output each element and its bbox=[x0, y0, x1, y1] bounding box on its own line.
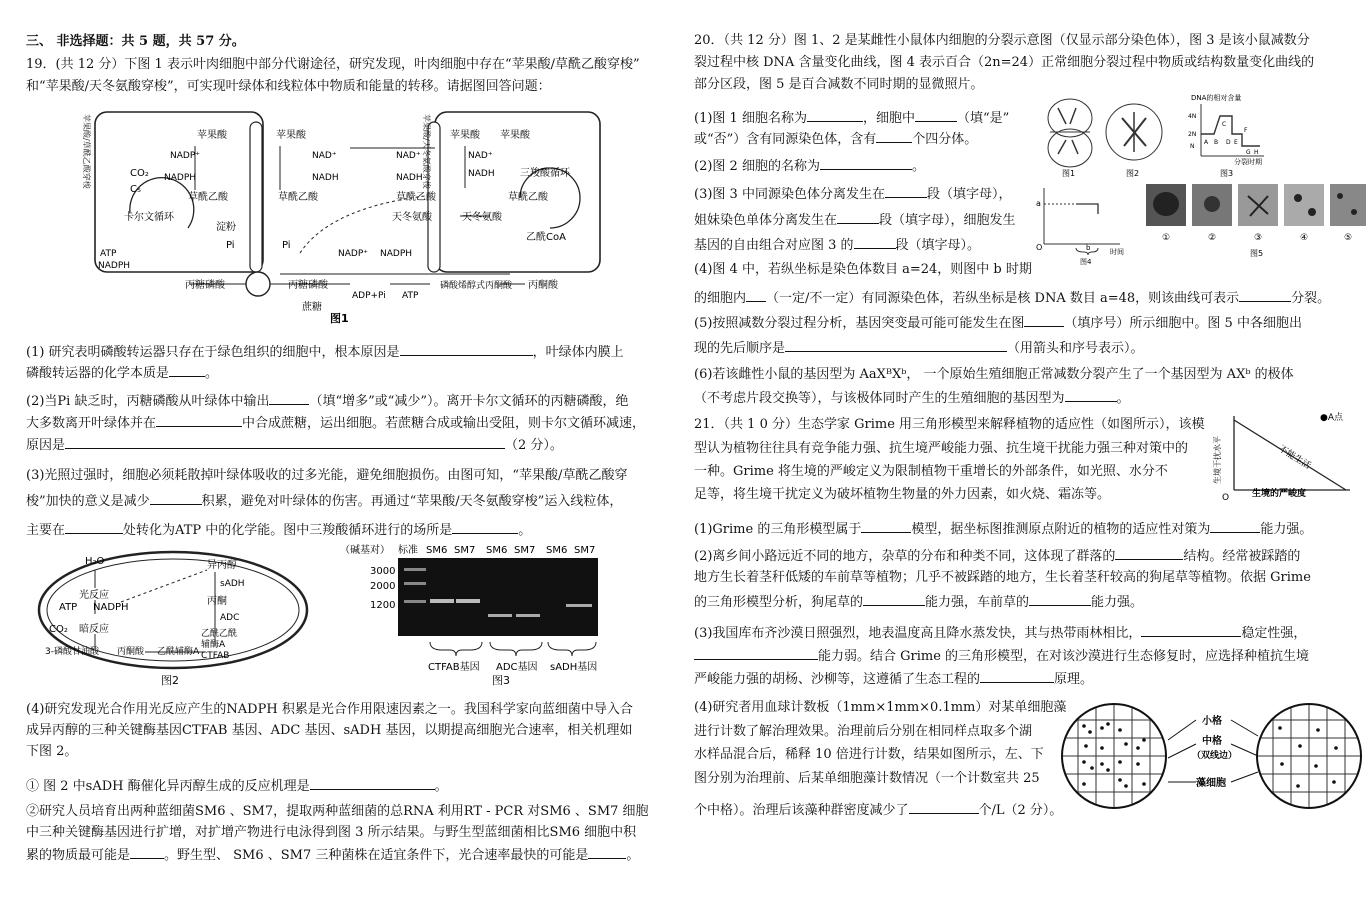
q20-fig5-num-5: ⑤ bbox=[1344, 233, 1353, 243]
q20-fig3-caption: 图3 bbox=[1220, 169, 1234, 178]
fig1-label-nadp-1: NADP⁺ bbox=[170, 151, 200, 161]
fig2-label-light: 光反应 bbox=[79, 590, 109, 601]
q21-s3-line1: (3)我国库布齐沙漠日照强烈，地表温度高且降水蒸发快，其与热带雨林相比， 稳定性强， bbox=[694, 626, 1307, 641]
fig1-label-nad-4: NADP⁺ bbox=[338, 249, 368, 259]
fig2-label-co2: CO₂ bbox=[49, 624, 68, 635]
fig1-label-sucrose: 蔗糖 bbox=[302, 302, 322, 313]
q21-origin: O bbox=[1222, 493, 1230, 503]
fig2-label-nadph: NADPH bbox=[93, 602, 129, 613]
figure2-diagram bbox=[35, 548, 315, 688]
q20-fig3-tick-2n: 2N bbox=[1188, 131, 1197, 138]
fig1-label-nadph-2: NADPH bbox=[98, 261, 131, 271]
q21-s3-line2: 能力弱。结合 Grime 的三角形模型，在对该沙漠进行生态修复时，应选择种植抗生境 bbox=[694, 647, 1309, 665]
q21-s2-line2: 地方生长着茎秆低矮的车前草等植物；几乎不被踩踏的地方，生长着茎秆较高的狗尾草等植物。依据 Grime bbox=[694, 570, 1311, 585]
fig2-label-acetone: 丙酮 bbox=[207, 596, 227, 607]
fig2-label-dark: 暗反应 bbox=[79, 624, 109, 635]
fig1-label-oaa-4: 草酰乙酸 bbox=[508, 192, 548, 203]
fig1-label-triose-2: 丙糖磷酸 bbox=[288, 280, 328, 291]
q20-fig3-tick-n: N bbox=[1190, 143, 1195, 150]
q20-fig2-caption: 图2 bbox=[1126, 169, 1140, 178]
q20-line1: 20．（共 12 分）图 1、2 是某雌性小鼠体内细胞的分裂示意图（仅显示部分染色体），图 3 是该小鼠减数分 bbox=[694, 33, 1310, 48]
q20-fig3-chart bbox=[1188, 93, 1264, 178]
q20-fig3-title: DNA的相对含量 bbox=[1191, 94, 1242, 102]
fig2-label-sadh: sADH bbox=[220, 579, 245, 589]
q20-s3-line1: (3)图 3 中同源染色体分离发生在 段（填字母）， bbox=[694, 187, 1012, 202]
q19-p4-line1: (4)研究发现光合作用光反应产生的NADPH 积累是光合作用限速因素之一。我国科学家向蓝细菌中导入合 bbox=[26, 702, 633, 717]
q19-p3-line2: 梭”加快的意义是减少 积累，避免对叶绿体的伤害。再通过“苹果酸/天冬氨酸穿梭”运入线粒体， bbox=[26, 494, 623, 509]
q20-fig3-xlabel: 分裂时期 bbox=[1234, 158, 1262, 166]
fig1-label-pyruvate: 丙酮酸 bbox=[528, 280, 558, 291]
fig1-label-nad-1: NAD⁺ bbox=[312, 151, 337, 161]
fig3-group-sadh: sADH基因 bbox=[550, 662, 598, 673]
q20-fig5-photos bbox=[1146, 184, 1366, 258]
q20-fig3-tick-4n: 4N bbox=[1188, 113, 1197, 120]
q20-fig3-letter-h: H bbox=[1254, 149, 1259, 156]
q20-fig3-letter-b: B bbox=[1214, 139, 1219, 146]
q20-fig5-num-3: ③ bbox=[1254, 233, 1263, 243]
fig1-caption: 图1 bbox=[330, 312, 349, 325]
q20-fig1-caption: 图1 bbox=[1062, 169, 1076, 178]
q20-s1-line2: 或“否”）含有同源染色体，含有 个四分体。 bbox=[694, 132, 978, 147]
q20-fig5-num-1: ① bbox=[1162, 233, 1171, 243]
q20-fig3-letter-a: A bbox=[1204, 139, 1209, 146]
q19-p4-line2: 成异丙醇的三种关键酶基因CTFAB 基因、ADC 基因、sADH 基因，以期提高细胞光合速率，相关机理如 bbox=[26, 723, 633, 738]
fig3-group-ctfab: CTFAB基因 bbox=[428, 662, 480, 673]
fig1-label-adp: ADP+Pi bbox=[352, 291, 386, 301]
q20-fig1-cell bbox=[1048, 99, 1092, 178]
figure1-diagram bbox=[90, 108, 620, 326]
fig1-label-pi-1: Pi bbox=[226, 240, 235, 251]
fig3-caption: 图3 bbox=[492, 674, 510, 687]
label-mid-square: 中格 bbox=[1202, 736, 1222, 747]
fig3-std-header: 标准 bbox=[398, 545, 418, 556]
q20-s2: (2)图 2 细胞的名称为 。 bbox=[694, 159, 925, 174]
fig1-label-asp-1: 天冬氨酸 bbox=[392, 212, 432, 223]
fig1-label-c5: C₅ bbox=[130, 184, 141, 195]
q20-fig3-letter-f: F bbox=[1244, 127, 1248, 134]
q20-fig5-caption: 图5 bbox=[1250, 249, 1264, 258]
q19-p2-line1: (2)当Pi 缺乏时，丙糖磷酸从叶绿体中输出 （填“增多”或“减少”）。离开卡尔文循环的丙糖磷酸，绝 bbox=[26, 394, 629, 409]
q20-fig3-letter-g: G bbox=[1246, 149, 1251, 156]
q20-fig4-b: b bbox=[1086, 244, 1091, 252]
q21-s4-line1: (4)研究者用血球计数板（1mm×1mm×0.1mm）对某单细胞藻 bbox=[694, 700, 1067, 715]
fig2-label-acac: 乙酰乙酰 bbox=[201, 629, 238, 639]
fig1-shuttle2: 苹果酸/天冬氨酸穿梭 bbox=[422, 114, 431, 189]
q20-line3: 部分区段，图 5 是百合减数不同时期的显微照片。 bbox=[694, 77, 984, 92]
q20-figures bbox=[1036, 92, 1366, 264]
q20-line2: 裂过程中核 DNA 含量变化曲线，图 4 表示百合（2n=24）正常细胞分裂过程中物质或结构数量变化曲线的 bbox=[694, 55, 1315, 70]
fig3-lane-6: SM7 bbox=[574, 545, 596, 556]
fig1-label-oaa-3: 草酰乙酸 bbox=[396, 192, 436, 203]
q21-hyp-label: 不能生活 bbox=[1276, 444, 1313, 472]
q20-s5-line2: 现的先后顺序是 （用箭头和序号表示）。 bbox=[694, 341, 1144, 356]
q21-line2: 型认为植物往往具有竞争能力强、抗生境严峻能力强、抗生境干扰能力强三种对策中的 bbox=[694, 441, 1189, 456]
fig1-label-atp-2: ATP bbox=[402, 291, 419, 301]
q21-s4-line5: 个中格）。治理后该藻种群密度减少了 个/L（2 分）。 bbox=[694, 803, 1063, 818]
fig2-label-h2o: H₂O bbox=[85, 556, 105, 567]
fig3-lane-4: SM7 bbox=[514, 545, 536, 556]
fig1-label-calvin: 卡尔文循环 bbox=[124, 212, 174, 223]
fig3-bp-1200: 1200 bbox=[370, 600, 396, 611]
fig1-label-co2: CO₂ bbox=[130, 168, 149, 179]
q19-p3-line3: 主要在 处转化为ATP 中的化学能。图中三羧酸循环进行的场所是 。 bbox=[26, 523, 532, 538]
fig1-label-atp: ATP bbox=[100, 249, 117, 259]
fig1-label-nad-3: NAD⁺ bbox=[468, 151, 493, 161]
q20-fig3-letter-e: E bbox=[1234, 139, 1238, 146]
q19-p4-sub1: ① 图 2 中sADH 酶催化异丙醇生成的反应机理是 。 bbox=[26, 779, 448, 794]
fig1-label-pep: 磷酸烯醇式丙酮酸 bbox=[440, 281, 513, 291]
q19-p4-sub2-line2: 中三种关键酶基因进行扩增，对扩增产物进行电泳得到图 3 所示结果。与野生型蓝细菌相比SM6 细胞中积 bbox=[26, 825, 637, 840]
label-algae-cell: 藻细胞 bbox=[1196, 778, 1226, 789]
q20-s6-line2: （不考虑片段交换等），与该极体同时产生的生殖细胞的基因型为 。 bbox=[694, 391, 1130, 406]
fig1-label-oaa-1: 草酰乙酸 bbox=[188, 192, 228, 203]
fig1-label-malate-4: 苹果酸 bbox=[500, 130, 530, 141]
q21-line1: 21．（共 1 0 分）生态学家 Grime 用三角形模型来解释植物的适应性（如图所示），该模 bbox=[694, 417, 1205, 432]
q20-fig3-letter-d: D bbox=[1226, 139, 1231, 146]
fig3-lane-5: SM6 bbox=[546, 545, 568, 556]
fig1-label-nadh-2: NADH bbox=[396, 173, 423, 183]
fig2-label-ctfab: CTFAB bbox=[201, 651, 230, 661]
q20-s6-line1: (6)若该雌性小鼠的基因型为 AaXᴮXᵇ， 一个原始生殖细胞正常减数分裂产生了一个基因型为 AXᵇ 的极体 bbox=[694, 367, 1294, 382]
fig3-bp-3000: 3000 bbox=[370, 566, 396, 577]
label-double-line: （双线边） bbox=[1192, 751, 1238, 761]
q19-p2-line3: 原因是 （2 分）。 bbox=[26, 438, 563, 453]
fig3-lane-3: SM6 bbox=[486, 545, 508, 556]
fig1-label-nadh-3: NADH bbox=[468, 169, 495, 179]
q21-xlabel: 生境的严峻度 bbox=[1252, 489, 1307, 499]
fig1-label-nadph-1: NADPH bbox=[164, 173, 197, 183]
q21-s4-line2: 进行计数了解治理效果。治理前后分别在相同样点取多个湖 bbox=[694, 724, 1033, 739]
fig1-label-acetylcoa: 乙酰CoA bbox=[526, 232, 566, 243]
q19-p3-line1: (3)光照过强时，细胞必须耗散掉叶绿体吸收的过多光能，避免细胞损伤。由图可知，“苹果酸/草酰乙酸穿 bbox=[26, 468, 628, 483]
q20-fig2-cell bbox=[1106, 104, 1162, 178]
q20-s3-line2: 姐妹染色单体分离发生在 段（填字母），细胞发生 bbox=[694, 213, 1016, 228]
q20-s4-line2: 的细胞内 （一定/不一定）有同源染色体，若纵坐标是核 DNA 数目 a=48，则该曲线可表示 分裂。 bbox=[694, 291, 1331, 306]
fig1-label-asp-2: 天冬氨酸 bbox=[462, 212, 502, 223]
q20-s3-line3: 基因的自由组合对应图 3 的 段（填字母）。 bbox=[694, 238, 981, 253]
q19-p4-sub2-line3: 累的物质最可能是 。野生型、 SM6 、SM7 三种菌株在适宜条件下，光合速率最快的可能是 。 bbox=[26, 848, 640, 863]
fig1-label-pi-2: Pi bbox=[282, 240, 291, 251]
q20-s4-line1: (4)图 4 中，若纵坐标是染色体数目 a=24，则图中 b 时期 bbox=[694, 262, 1032, 277]
q21-point-a: ●A点 bbox=[1320, 413, 1344, 423]
fig1-shuttle1: 苹果酸/草酰乙酸穿梭 bbox=[82, 114, 91, 189]
q21-s3-line3: 严峻能力强的胡杨、沙柳等，这遵循了生态工程的 原理。 bbox=[694, 672, 1094, 687]
q19-p2-line2: 大多数离开叶绿体并在 中合成蔗糖，运出细胞。若蔗糖合成或输出受阻，则卡尔文循环减速， bbox=[26, 416, 646, 431]
fig2-label-acetylcoa: 乙酰辅酶A bbox=[157, 647, 200, 657]
fig2-label-isopropanol: 异丙醇 bbox=[207, 560, 237, 571]
q20-fig5-num-4: ④ bbox=[1300, 233, 1309, 243]
q21-s2-line3: 的三角形模型分析，狗尾草的 能力强，车前草的 能力强。 bbox=[694, 595, 1144, 610]
q20-fig4-caption: 图4 bbox=[1080, 258, 1092, 266]
fig1-label-nadh-1: NADH bbox=[312, 173, 339, 183]
fig3-group-adc: ADC基因 bbox=[496, 662, 538, 673]
q20-fig3-letter-c: C bbox=[1222, 121, 1227, 128]
fig2-label-coa: 辅酶A bbox=[201, 640, 226, 650]
q21-s4-line4: 图分别为治理前、后某单细胞藻计数情况（一个计数室共 25 bbox=[694, 771, 1040, 786]
q21-s1: (1)Grime 的三角形模型属于 模型，据坐标图推测原点附近的植物的适应性对策为 能力强。 bbox=[694, 522, 1313, 537]
fig1-label-triose-1: 丙糖磷酸 bbox=[185, 280, 225, 291]
fig1-label-malate-2: 苹果酸 bbox=[276, 130, 306, 141]
q21-s2-line1: (2)离乡间小路远近不同的地方，杂草的分布和种类不同，这体现了群落的 结构。经常被踩踏的 bbox=[694, 549, 1301, 564]
q19-p4-sub2-line1: ②研究人员培育出两种蓝细菌SM6 、SM7，提取两种蓝细菌的总RNA 利用RT - PCR 对SM6 、SM7 细胞 bbox=[26, 804, 649, 819]
fig2-label-adc: ADC bbox=[220, 613, 240, 623]
q20-fig4-origin: O bbox=[1036, 243, 1043, 252]
fig2-label-3pga: 3-磷酸甘油酸 bbox=[45, 647, 99, 657]
q19-p4-line3: 下图 2。 bbox=[26, 744, 78, 759]
q21-s4-line3: 水样品混合后，稀释 10 倍进行计数，结果如图所示，左、下 bbox=[694, 747, 1044, 762]
q20-fig4-a: a bbox=[1036, 199, 1041, 208]
fig2-label-atp: ATP bbox=[59, 602, 78, 613]
fig1-label-tca: 三羧酸循环 bbox=[520, 168, 570, 179]
label-small-square: 小格 bbox=[1202, 716, 1222, 727]
fig1-label-malate-1: 苹果酸 bbox=[197, 130, 227, 141]
q20-fig4-xlabel: 时间 bbox=[1110, 248, 1124, 256]
right-column bbox=[686, 0, 1372, 900]
q21-ylabel: 生境干扰水平 bbox=[1213, 436, 1222, 484]
q19-line2: 和“苹果酸/天冬氨酸穿梭”，可实现叶绿体和线粒体中物质和能量的转移。请据图回答问题： bbox=[26, 79, 551, 94]
fig3-lane-1: SM6 bbox=[426, 545, 448, 556]
hemocytometer-figure bbox=[1056, 700, 1366, 812]
q20-s1-line1: (1)图 1 细胞名称为 ，细胞中 （填“是” bbox=[694, 111, 1010, 126]
section-title: 三、 非选择题：共 5 题，共 57 分。 bbox=[26, 34, 245, 49]
fig1-label-malate-3: 苹果酸 bbox=[450, 130, 480, 141]
q19-p1-line2: 磷酸转运器的化学本质是 。 bbox=[26, 366, 219, 381]
fig3-lane-2: SM7 bbox=[454, 545, 476, 556]
fig3-bp-header: （碱基对） bbox=[340, 545, 390, 556]
q21-triangle-model bbox=[1213, 408, 1366, 503]
fig2-label-pyruvate: 丙酮酸 bbox=[117, 647, 145, 657]
fig1-label-nadh-4: NADPH bbox=[380, 249, 413, 259]
fig3-bp-2000: 2000 bbox=[370, 581, 396, 592]
q19-line1: 19．(共 12 分）下图 1 表示叶肉细胞中部分代谢途径，研究发现，叶肉细胞中存在“苹果酸/草酰乙酸穿梭” bbox=[26, 57, 640, 72]
q20-fig4-chart bbox=[1036, 188, 1124, 266]
figure3-gel bbox=[340, 542, 610, 687]
q20-s5-line1: (5)按照减数分裂过程分析，基因突变最可能可能发生在图 （填序号）所示细胞中。图 5 中各细胞出 bbox=[694, 316, 1302, 331]
fig2-caption: 图2 bbox=[161, 674, 179, 687]
q19-p1-line1: (1) 研究表明磷酸转运器只存在于绿色组织的细胞中，根本原因是 ，叶绿体内膜上 bbox=[26, 345, 624, 360]
q21-line4: 足等，将生境干扰定义为破坏植物生物量的外力因素，如火烧、霜冻等。 bbox=[694, 487, 1111, 502]
q20-fig5-num-2: ② bbox=[1208, 233, 1217, 243]
q21-line3: 一种。Grime 将生境的严峻定义为限制植物干重增长的外部条件，如光照、水分不 bbox=[694, 464, 1168, 479]
fig1-label-nad-2: NAD⁺ bbox=[396, 151, 421, 161]
fig1-label-oaa-2: 草酰乙酸 bbox=[278, 192, 318, 203]
fig1-label-starch: 淀粉 bbox=[216, 222, 236, 233]
